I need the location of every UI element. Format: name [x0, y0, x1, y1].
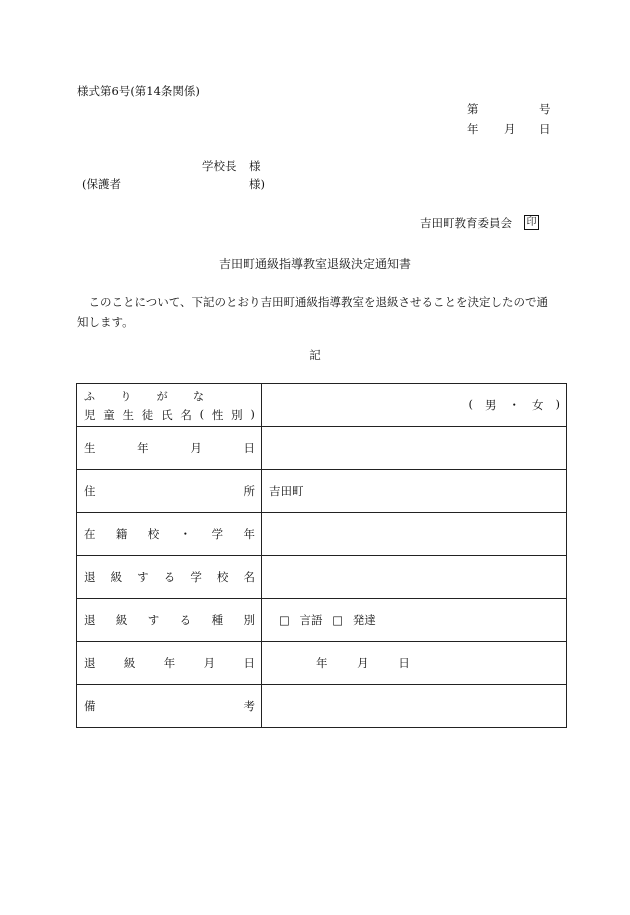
seal-stamp: 印	[524, 215, 539, 230]
issuer-board: 吉田町教育委員会	[420, 216, 512, 230]
addressee-guardian: (保護者	[82, 177, 121, 191]
table-row	[77, 642, 567, 685]
body-paragraph: このことについて、下記のとおり吉田町通級指導教室を退級させることを決定したので通知します。	[77, 295, 549, 329]
document-number-prefix: 第	[467, 102, 479, 116]
value-address[interactable]	[262, 470, 567, 513]
table-row	[77, 599, 567, 642]
table-row	[77, 470, 567, 513]
label-birthdate: 生 年 月 日	[77, 427, 262, 470]
label-remarks: 備 考	[77, 685, 262, 728]
label-withdraw-school: 退 級 す る 学 校 名	[77, 556, 262, 599]
addressee-principal-honorific: 様	[249, 159, 261, 173]
table-row	[77, 513, 567, 556]
issue-date-month: 月	[504, 122, 516, 136]
value-enrolled-school[interactable]	[262, 513, 567, 556]
label-enrolled-school: 在 籍 校 ・ 学 年	[77, 513, 262, 556]
value-birthdate[interactable]	[262, 427, 567, 470]
value-name[interactable]	[262, 384, 567, 427]
label-address: 住 所	[77, 470, 262, 513]
table-row	[77, 685, 567, 728]
document-number-suffix: 号	[539, 102, 551, 116]
address-text: 吉田町	[269, 484, 304, 498]
value-withdraw-type	[262, 599, 567, 642]
ki-heading: 記	[309, 348, 321, 362]
table-row	[77, 384, 567, 427]
addressee-principal: 学校長	[202, 159, 237, 173]
form-code: 様式第6号(第14条関係)	[77, 84, 200, 98]
label-name: ふ り が な 児 童 生 徒 氏 名 ( 性 別 )	[77, 384, 262, 427]
issue-date-day: 日	[539, 122, 551, 136]
label-withdraw-type: 退 級 す る 種 別	[77, 599, 262, 642]
label-development: 発達	[352, 613, 376, 627]
value-withdraw-date[interactable]: 年 月 日	[262, 642, 567, 685]
document-title: 吉田町通級指導教室退級決定通知書	[218, 257, 411, 271]
gender-choice: ( 男 ・ 女 )	[468, 397, 560, 412]
checkbox-language[interactable]: □	[279, 613, 290, 627]
value-withdraw-school[interactable]	[262, 556, 567, 599]
checkbox-development[interactable]: □	[332, 613, 344, 627]
record-table	[76, 383, 567, 728]
table-row	[77, 556, 567, 599]
value-remarks[interactable]	[262, 685, 567, 728]
table-row	[77, 427, 567, 470]
issue-date-year: 年	[467, 122, 479, 136]
label-language: 言語	[299, 613, 323, 627]
addressee-guardian-honorific: 様)	[249, 177, 265, 191]
label-withdraw-date: 退 級 年 月 日	[77, 642, 262, 685]
